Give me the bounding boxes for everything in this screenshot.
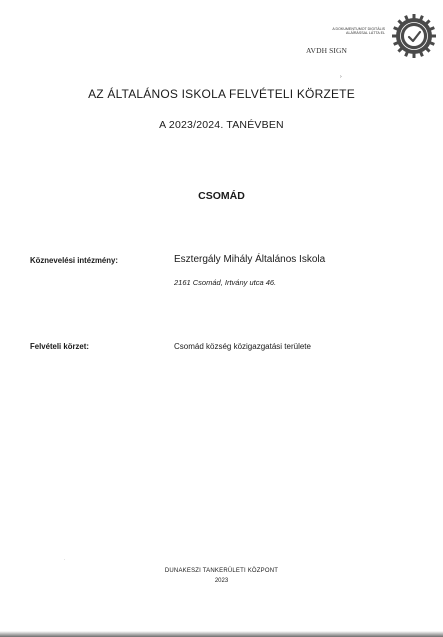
document-subtitle: A 2023/2024. TANÉVBEN	[159, 119, 284, 131]
footer-year: 2023	[214, 578, 229, 584]
scan-speck: ·	[64, 557, 66, 562]
town-heading: CSOMÁD	[198, 190, 245, 202]
district-label: Felvételi körzet:	[30, 342, 89, 351]
signature-label: AVDH SIGN	[306, 46, 347, 55]
signature-note-line-2: ALÁÍRÁSSAL LÁTTA EL	[346, 31, 385, 36]
document-title: AZ ÁLTALÁNOS ISKOLA FELVÉTELI KÖRZETE	[88, 87, 355, 101]
scan-mark: ›	[340, 74, 342, 80]
signature-note-line-1: A DOKUMENTUMOT DIGITÁLIS	[332, 27, 385, 31]
footer-organization: DUNAKESZI TANKERÜLETI KÖZPONT	[164, 568, 279, 574]
district-value: Csomád község közigazgatási területe	[174, 342, 311, 351]
signature-seal-icon	[390, 12, 438, 60]
institution-name: Esztergály Mihály Általános Iskola	[174, 254, 326, 265]
institution-address: 2161 Csomád, Irtvány utca 46.	[174, 278, 277, 287]
digital-signature-note	[332, 27, 385, 36]
institution-label: Köznevelési intézmény:	[30, 256, 118, 265]
scan-edge-shadow	[0, 631, 443, 637]
